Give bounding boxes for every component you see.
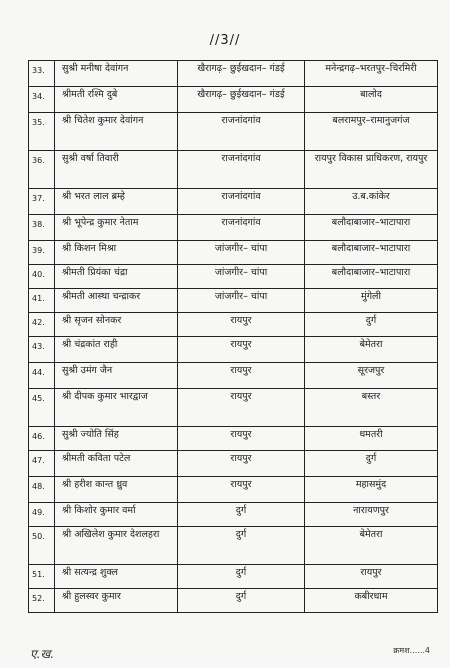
from-district-cell: रायपुर xyxy=(178,313,305,337)
table-row xyxy=(29,265,438,289)
name-cell: श्री चितेश कुमार देवांगन xyxy=(55,113,178,151)
table-row xyxy=(29,477,438,503)
from-district-cell: दुर्ग xyxy=(178,565,305,589)
footer-signature: ए.ख. xyxy=(30,647,55,661)
to-posting-cell: कबीरधाम xyxy=(305,589,438,613)
name-cell: सुश्री वर्षा तिवारी xyxy=(55,151,178,189)
name-cell: श्रीमती प्रियंका चंद्रा xyxy=(55,265,178,289)
from-district-cell: रायपुर xyxy=(178,477,305,503)
serial-number-cell: 33. xyxy=(29,61,55,87)
name-cell: श्रीमती रश्मि दुबे xyxy=(55,87,178,113)
serial-number-cell: 42. xyxy=(29,313,55,337)
name-cell: श्री दीपक कुमार भारद्वाज xyxy=(55,389,178,427)
serial-number-cell: 50. xyxy=(29,527,55,565)
to-posting-cell: मनेन्द्रगढ़–भरतपुर–चिरमिरी xyxy=(305,61,438,87)
name-cell: श्री चंद्रकांत राही xyxy=(55,337,178,363)
name-cell: श्री किशन मिश्रा xyxy=(55,241,178,265)
serial-number-cell: 49. xyxy=(29,503,55,527)
from-district-cell: रायपुर xyxy=(178,451,305,477)
name-cell: श्रीमती कविता पटेल xyxy=(55,451,178,477)
name-cell: श्री अखिलेश कुमार देशलहरा xyxy=(55,527,178,565)
from-district-cell: खैरागढ़– छुईखदान– गंडई xyxy=(178,61,305,87)
serial-number-cell: 44. xyxy=(29,363,55,389)
table-row xyxy=(29,189,438,215)
footer-continued-note: क्रमश......4 xyxy=(393,646,430,655)
table-row xyxy=(29,313,438,337)
from-district-cell: खैरागढ़– छुईखदान– गंडई xyxy=(178,87,305,113)
to-posting-cell: दुर्ग xyxy=(305,313,438,337)
table-row xyxy=(29,289,438,313)
to-posting-cell: सूरजपुर xyxy=(305,363,438,389)
to-posting-cell: बलौदाबाजार–भाटापारा xyxy=(305,241,438,265)
from-district-cell: जांजगीर– चांपा xyxy=(178,289,305,313)
table-body xyxy=(29,61,438,613)
from-district-cell: राजनांदगांव xyxy=(178,113,305,151)
serial-number-cell: 47. xyxy=(29,451,55,477)
serial-number-cell: 39. xyxy=(29,241,55,265)
name-cell: श्री सत्यन्द्र शुक्ल xyxy=(55,565,178,589)
from-district-cell: राजनांदगांव xyxy=(178,189,305,215)
from-district-cell: रायपुर xyxy=(178,337,305,363)
serial-number-cell: 48. xyxy=(29,477,55,503)
transfer-table xyxy=(28,60,438,613)
name-cell: श्री सृजन सोनकर xyxy=(55,313,178,337)
table-row xyxy=(29,527,438,565)
table-row xyxy=(29,427,438,451)
table-row xyxy=(29,215,438,241)
serial-number-cell: 46. xyxy=(29,427,55,451)
to-posting-cell: रायपुर विकास प्राधिकरण, रायपुर xyxy=(305,151,438,189)
table-row xyxy=(29,87,438,113)
serial-number-cell: 52. xyxy=(29,589,55,613)
serial-number-cell: 35. xyxy=(29,113,55,151)
to-posting-cell: बेमेतरा xyxy=(305,527,438,565)
serial-number-cell: 38. xyxy=(29,215,55,241)
to-posting-cell: बलौदाबाजार–भाटापारा xyxy=(305,215,438,241)
from-district-cell: दुर्ग xyxy=(178,589,305,613)
serial-number-cell: 41. xyxy=(29,289,55,313)
name-cell: सुश्री ज्योति सिंह xyxy=(55,427,178,451)
from-district-cell: रायपुर xyxy=(178,389,305,427)
name-cell: सुश्री मनीषा देवांगन xyxy=(55,61,178,87)
from-district-cell: जांजगीर– चांपा xyxy=(178,241,305,265)
from-district-cell: दुर्ग xyxy=(178,527,305,565)
to-posting-cell: नारायणपुर xyxy=(305,503,438,527)
name-cell: श्री भूपेन्द्र कुमार नेताम xyxy=(55,215,178,241)
serial-number-cell: 40. xyxy=(29,265,55,289)
table-row xyxy=(29,241,438,265)
to-posting-cell: धमतरी xyxy=(305,427,438,451)
to-posting-cell: महासमुंद xyxy=(305,477,438,503)
to-posting-cell: दुर्ग xyxy=(305,451,438,477)
from-district-cell: दुर्ग xyxy=(178,503,305,527)
name-cell: श्री हरीश कान्त ध्रुव xyxy=(55,477,178,503)
table-row xyxy=(29,451,438,477)
from-district-cell: जांजगीर– चांपा xyxy=(178,265,305,289)
serial-number-cell: 34. xyxy=(29,87,55,113)
name-cell: सुश्री उमंग जैन xyxy=(55,363,178,389)
page-number: //3// xyxy=(209,33,241,48)
to-posting-cell: बलरामपुर–रामानुजगंज xyxy=(305,113,438,151)
to-posting-cell: रायपुर xyxy=(305,565,438,589)
table-row xyxy=(29,61,438,87)
name-cell: श्री किशोर कुमार वर्मा xyxy=(55,503,178,527)
from-district-cell: रायपुर xyxy=(178,363,305,389)
to-posting-cell: बालोद xyxy=(305,87,438,113)
name-cell: श्री हुलस्वर कुमार xyxy=(55,589,178,613)
serial-number-cell: 51. xyxy=(29,565,55,589)
to-posting-cell: बस्तर xyxy=(305,389,438,427)
to-posting-cell: बेमेतरा xyxy=(305,337,438,363)
table-row xyxy=(29,337,438,363)
serial-number-cell: 37. xyxy=(29,189,55,215)
to-posting-cell: बलौदाबाजार–भाटापारा xyxy=(305,265,438,289)
from-district-cell: राजनांदगांव xyxy=(178,215,305,241)
serial-number-cell: 43. xyxy=(29,337,55,363)
table-row xyxy=(29,113,438,151)
to-posting-cell: मुंगेली xyxy=(305,289,438,313)
name-cell: श्रीमती आस्था चन्द्राकर xyxy=(55,289,178,313)
from-district-cell: रायपुर xyxy=(178,427,305,451)
from-district-cell: राजनांदगांव xyxy=(178,151,305,189)
name-cell: श्री भरत लाल ब्रम्हे xyxy=(55,189,178,215)
table-row xyxy=(29,589,438,613)
serial-number-cell: 45. xyxy=(29,389,55,427)
table-row xyxy=(29,503,438,527)
table-row xyxy=(29,565,438,589)
table-row xyxy=(29,389,438,427)
serial-number-cell: 36. xyxy=(29,151,55,189)
to-posting-cell: उ.ब.कांकेर xyxy=(305,189,438,215)
table-row xyxy=(29,151,438,189)
table-row xyxy=(29,363,438,389)
